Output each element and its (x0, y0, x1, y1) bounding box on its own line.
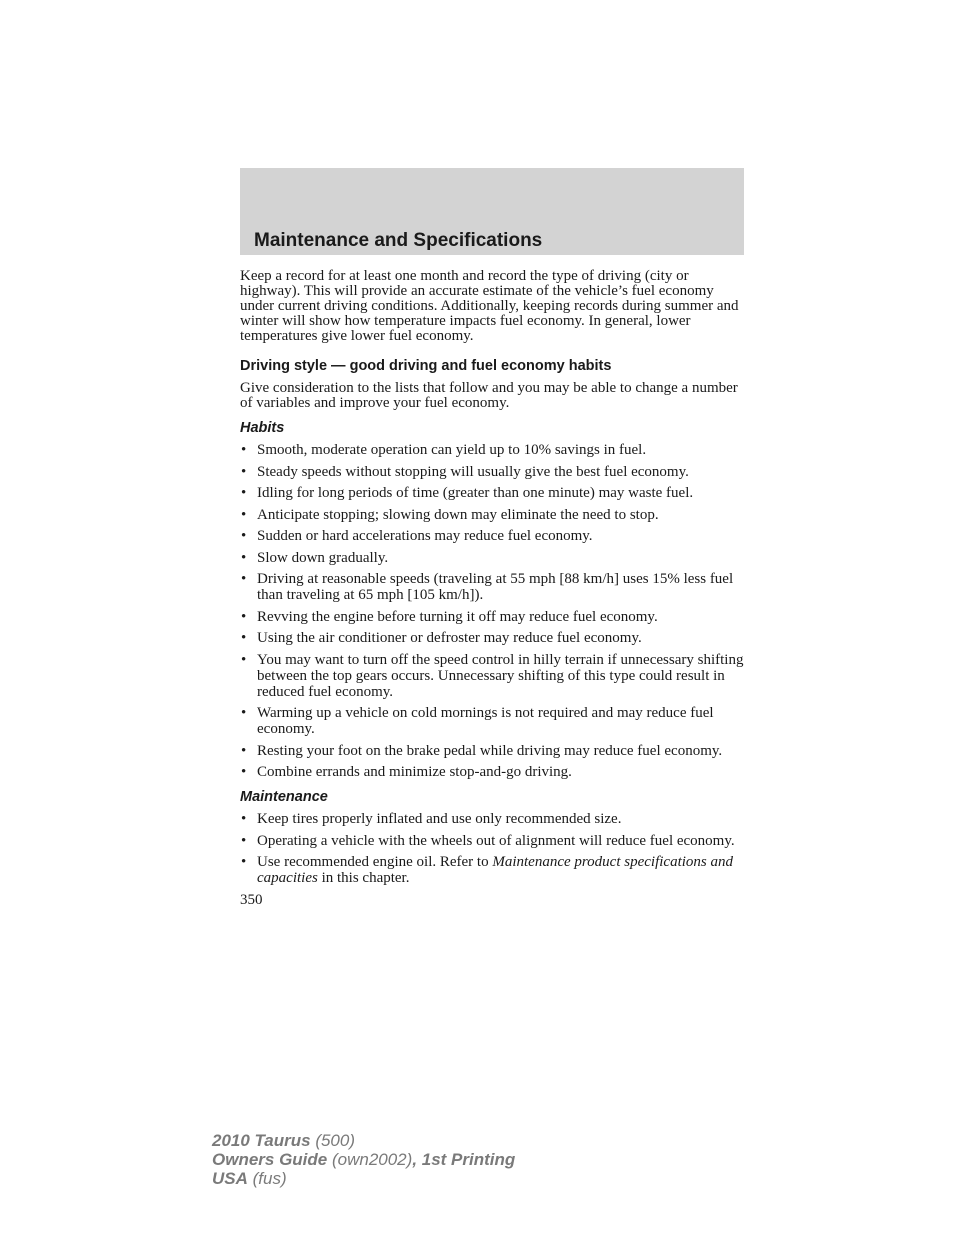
footer-line-guide (212, 1150, 515, 1169)
section-title: Maintenance and Specifications (254, 230, 543, 251)
footer-guide-code: (own2002) (327, 1150, 413, 1169)
intro-paragraph: Keep a record for at least one month and record the type of driving (city or highway). This will provide an accurate estimate of the vehicle’s fuel economy under current driving conditions. Additionally, keeping records during summer and winter will show how temperature impacts fuel economy. In general, lower temperatures give lower fuel economy. (240, 268, 739, 344)
list-item: • Warming up a vehicle on cold mornings is not required and may reduce fuel economy. (240, 705, 744, 737)
footer-guide: Owners Guide (212, 1150, 328, 1169)
list-item: • Combine errands and minimize stop-and-go driving. (240, 764, 744, 780)
driving-style-heading: Driving style — good driving and fuel economy habits (240, 358, 612, 374)
oil-text-before: Use recommended engine oil. Refer to (257, 854, 493, 870)
list-item: • You may want to turn off the speed control in hilly terrain if unnecessary shifting between the top gears occurs. Unnecessary shifting of this type could result in reduced fuel economy. (240, 652, 744, 700)
page-content (240, 269, 744, 908)
maintenance-list (240, 811, 744, 886)
list-item: • Steady speeds without stopping will usually give the best fuel economy. (240, 464, 744, 480)
footer-line-market (212, 1169, 515, 1188)
list-item: • Using the air conditioner or defroster may reduce fuel economy. (240, 630, 744, 646)
oil-text-after: in this chapter. (317, 870, 410, 886)
footer-model: 2010 Taurus (212, 1131, 311, 1150)
footer-line-model (212, 1131, 515, 1150)
section-header-band (240, 168, 744, 255)
list-item: • Idling for long periods of time (greater than one minute) may waste fuel. (240, 485, 744, 501)
list-item: • Operating a vehicle with the wheels out of alignment will reduce fuel economy. (240, 833, 744, 849)
habits-list (240, 442, 744, 780)
list-item: • Keep tires properly inflated and use only recommended size. (240, 811, 744, 827)
footer-market-code: (fus) (247, 1169, 287, 1188)
list-item: • Revving the engine before turning it off may reduce fuel economy. (240, 609, 744, 625)
document-footer (212, 1131, 515, 1188)
maintenance-heading: Maintenance (240, 789, 328, 805)
page-number: 350 (240, 891, 263, 908)
footer-market: USA (212, 1169, 248, 1188)
list-item: • Sudden or hard accelerations may reduce fuel economy. (240, 528, 744, 544)
cross-reference-link[interactable]: Maintenance product specifications and capacities (257, 854, 733, 886)
list-item: • Smooth, moderate operation can yield up to 10% savings in fuel. (240, 442, 744, 458)
list-item: • Anticipate stopping; slowing down may eliminate the need to stop. (240, 507, 744, 523)
list-item: • Driving at reasonable speeds (traveling at 55 mph [88 km/h] uses 15% less fuel than traveling at 65 mph [105 km/h]). (240, 571, 744, 603)
footer-printing: , 1st Printing (412, 1150, 516, 1169)
list-item-engine-oil (240, 854, 744, 886)
habits-heading: Habits (240, 420, 285, 436)
driving-style-paragraph: Give consideration to the lists that follow and you may be able to change a number of variables and improve your fuel economy. (240, 380, 738, 411)
list-item: • Slow down gradually. (240, 550, 744, 566)
list-item: • Resting your foot on the brake pedal while driving may reduce fuel economy. (240, 743, 744, 759)
footer-model-code: (500) (310, 1131, 356, 1150)
